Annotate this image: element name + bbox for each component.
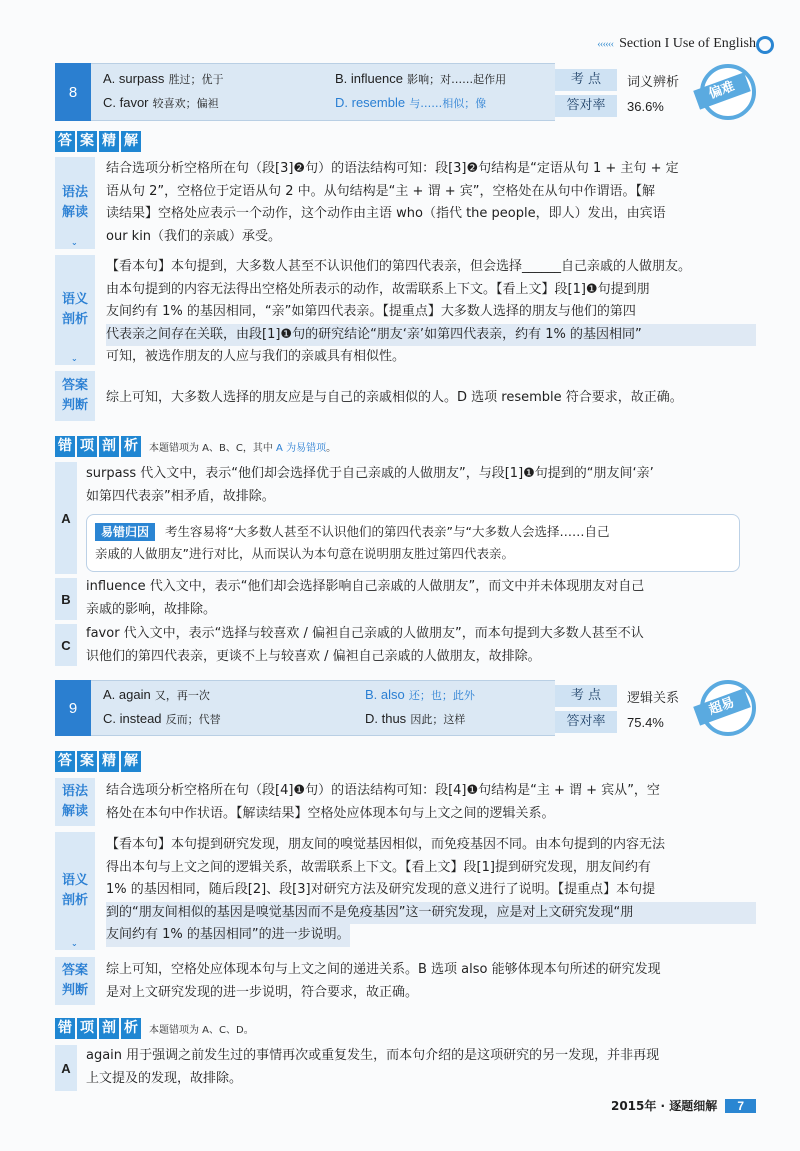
magnifier-icon <box>756 36 774 54</box>
rate-label: 答对率 <box>555 95 617 117</box>
judgement-text: 综上可知，大多数人选择的朋友应是与自己的亲戚相似的人。D 选项 resemble 符合要求，故正确。 <box>106 390 683 405</box>
section-heading-answer: 答 案 精 解 <box>55 751 143 772</box>
section-heading-answer: 答 案 精 解 <box>55 131 143 152</box>
semantic-text: 【看本句】本句提到研究发现，朋友间的嗅觉基因相似，而免疫基因不同。由本句提到的内容无法 得出本句与上文之间的逻辑关系，故需联系上下文。【看上文】段[1]提到研究发现，朋友间约有 1% 的基因相同，随后段[2]、段[3]对研究方法及研究发现的意义进行了说明。【提重点】本句提 到的“朋友间相似的基因是嗅觉基因而不是免疫基因”这一研究发现，应是对上文研究发现“朋 友间约有 1% 的基因相同”的进一步说明。 <box>106 834 756 947</box>
label-semantic: 语义 剖析 ⌄ <box>55 255 95 365</box>
option-b: B. influence 影响；对……起作用 <box>335 71 507 86</box>
options-box <box>91 680 555 736</box>
chevron-down-icon: ⌄ <box>71 238 78 247</box>
section-heading-wrong: 错 项 剖 析 本题错项为 A、C、D。 <box>55 1018 254 1039</box>
wrong-letter-c: C <box>55 624 77 666</box>
question-number: 9 <box>55 680 91 736</box>
wrong-letter-a: A <box>55 1045 77 1091</box>
error-tip-badge: 易错归因 <box>95 523 155 541</box>
wrong-letter-b: B <box>55 578 77 620</box>
wrong-a-text: again 用于强调之前发生过的事情再次或重复发生，而本句介绍的是这项研究的另一发现，并非再现 上文提及的发现，故排除。 <box>86 1048 660 1086</box>
wrong-letter-a: A <box>55 462 77 574</box>
point-label: 考 点 <box>555 69 617 91</box>
label-semantic: 语义 剖析 ⌄ <box>55 832 95 950</box>
page-number: 7 <box>725 1099 756 1113</box>
rate-label: 答对率 <box>555 711 617 733</box>
question-number: 8 <box>55 63 91 121</box>
grammar-text: 结合选项分析空格所在句（段[4]❶句）的语法结构可知：段[4]❶句结构是“主 + 谓 + 宾从”，空 格处在本句中作状语。【解读结果】空格处应体现本句与上文之间的逻辑关系。 <box>106 783 660 821</box>
wrong-c-text: favor 代入文中，表示“选择与较喜欢 / 偏袒自己亲戚的人做朋友”，而本句提到大多数人甚至不认 识他们的第四代表亲，更谈不上与较喜欢 / 偏袒自己亲戚的人做朋友，故排除。 <box>86 626 644 664</box>
rate-value: 75.4% <box>627 714 664 730</box>
point-value: 逻辑关系 <box>627 689 680 705</box>
running-header <box>597 36 756 52</box>
arrow-decoration: ‹‹‹‹‹‹ <box>597 38 614 50</box>
option-c: C. favor 较喜欢；偏袒 <box>103 95 219 110</box>
judgement-text: 综上可知，空格处应体现本句与上文之间的递进关系。B 选项 also 能够体现本句所述的研究发现 是对上文研究发现的进一步说明，符合要求，故正确。 <box>106 962 661 1000</box>
grammar-text: 结合选项分析空格所在句（段[3]❷句）的语法结构可知：段[3]❷句结构是“定语从句 1 + 主句 + 定 语从句 2”，空格位于定语从句 2 中。从句结构是“主 + 谓 + 宾”，空格处在从句中作谓语。【解 读结果】空格处应表示一个动作，这个动作由主语 who（指代 the people，即人）发出，由宾语 our kin（我们的亲戚）承受。 <box>106 161 679 244</box>
footer-text: 2015年 · 逐题细解 <box>610 1099 718 1113</box>
wrong-a-text: surpass 代入文中，表示“他们却会选择优于自己亲戚的人做朋友”，与段[1]❶句提到的“朋友间‘亲’ 如第四代表亲”相矛盾，故排除。 <box>86 466 654 504</box>
difficulty-badge: 偏难 <box>693 72 751 109</box>
option-d-correct: D. resemble 与……相似；像 <box>335 95 487 110</box>
point-value: 词义辨析 <box>627 73 680 89</box>
semantic-text: 【看本句】本句提到，大多数人甚至不认识他们的第四代表亲，但会选择______自己亲戚的人做朋友。 由本句提到的内容无法得出空格处所表示的动作，故需联系上下文。【看上文】段[1]❶句提到朋 友间约有 1% 的基因相同，“亲”如第四代表亲。【提重点】大多数人选择的朋友与他们的第四 代表亲之间存在关联，由段[1]❶句的研究结论“朋友‘亲’如第四代表亲，约有 1% 的基因相同” 可知，被选作朋友的人应与我们的亲戚具有相似性。 <box>106 256 756 369</box>
label-grammar: 语法 解读 <box>55 778 95 826</box>
point-label: 考 点 <box>555 685 617 707</box>
error-tip-box: 易错归因 考生容易将“大多数人甚至不认识他们的第四代表亲”与“大多数人会选择……自己 亲戚的人做朋友”进行对比，从而误认为本句意在说明朋友胜过第四代表亲。 <box>86 514 740 572</box>
option-d: D. thus 因此；这样 <box>365 711 466 726</box>
rate-value: 36.6% <box>627 98 664 114</box>
label-judgement: 答案 判断 <box>55 371 95 421</box>
label-grammar: 语法 解读 ⌄ <box>55 157 95 249</box>
options-box <box>91 63 555 121</box>
option-c: C. instead 反而；代替 <box>103 711 221 726</box>
wrong-b-text: influence 代入文中，表示“他们却会选择影响自己亲戚的人做朋友”，而文中并未体现朋友对自己 亲戚的影响，故排除。 <box>86 579 645 617</box>
section-heading-wrong: 错 项 剖 析 本题错项为 A、B、C，其中 A 为易错项。 <box>55 436 336 457</box>
difficulty-badge: 超易 <box>693 688 751 725</box>
header-title: Section I Use of English <box>619 36 756 51</box>
page-footer <box>611 1097 756 1114</box>
option-a: A. again 又，再一次 <box>103 687 210 702</box>
chevron-down-icon: ⌄ <box>71 354 78 363</box>
wrong-note: 本题错项为 A、B、C，其中 A 为易错项。 <box>149 443 337 454</box>
label-judgement: 答案 判断 <box>55 957 95 1005</box>
chevron-down-icon: ⌄ <box>71 939 78 948</box>
option-a: A. surpass 胜过；优于 <box>103 71 224 86</box>
option-b-correct: B. also 还；也；此外 <box>365 687 475 702</box>
wrong-note: 本题错项为 A、C、D。 <box>149 1025 254 1036</box>
